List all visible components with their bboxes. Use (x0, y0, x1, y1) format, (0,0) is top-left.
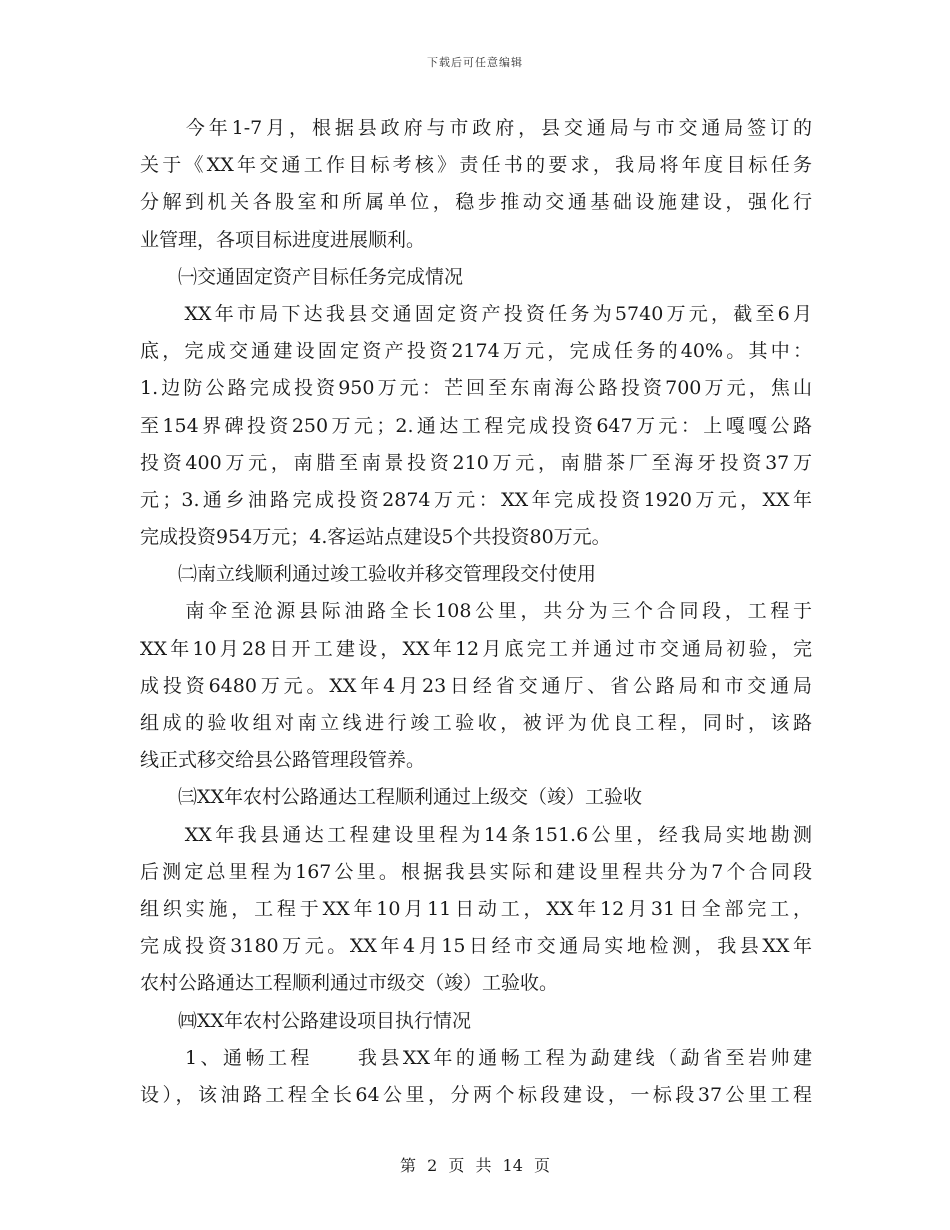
text-line: 南伞至沧源县际油路全长108公里，共分为三个合同段，工程于 (140, 600, 812, 623)
text-line: XX年10月28日开工建设，XX年12月底完工并通过市交通局初验，完 (140, 637, 812, 660)
text-line: ㈢XX年农村公路通达工程顺利通过上级交（竣）工验收 (140, 786, 643, 809)
text-line: ㈠交通固定资产目标任务完成情况 (140, 265, 464, 288)
text-line: XX年我县通达工程建设里程为14条151.6公里，经我局实地勘测 (140, 823, 812, 846)
text-line: 1.边防公路完成投资950万元：芒回至东南海公路投资700万元，焦山 (140, 377, 812, 400)
text-line: 完成投资3180万元。XX年4月15日经市交通局实地检测，我县XX年 (140, 935, 812, 958)
text-line: 分解到机关各股室和所属单位，稳步推动交通基础设施建设，强化行 (140, 191, 812, 214)
text-line: 至154界碑投资250万元；2.通达工程完成投资647万元：上嘎嘎公路 (140, 414, 812, 437)
page-header-note: 下载后可任意编辑 (427, 56, 523, 69)
text-line: 组织实施，工程于XX年10月11日动工，XX年12月31日全部完工， (140, 897, 812, 920)
page-number-footer: 第 2 页 共 14 页 (400, 1156, 550, 1175)
text-line: 农村公路通达工程顺利通过市级交（竣）工验收。 (140, 972, 559, 995)
text-line: 后测定总里程为167公里。根据我县实际和建设里程共分为7个合同段 (140, 860, 812, 883)
text-line: XX年市局下达我县交通固定资产投资任务为5740万元，截至6月 (140, 302, 812, 325)
text-line: 设），该油路工程全长64公里，分两个标段建设，一标段37公里工程 (140, 1083, 812, 1106)
document-body (140, 110, 812, 1114)
text-line: 今年1-7月，根据县政府与市政府，县交通局与市交通局签订的 (140, 117, 812, 139)
text-line: 底，完成交通建设固定资产投资2174万元，完成任务的40%。其中： (140, 340, 812, 363)
text-line: 成投资6480万元。XX年4月23日经省交通厅、省公路局和市交通局 (140, 674, 812, 697)
text-line: 组成的验收组对南立线进行竣工验收，被评为优良工程，同时，该路 (140, 712, 812, 734)
text-line: 元；3.通乡油路完成投资2874万元：XX年完成投资1920万元，XX年 (140, 488, 812, 511)
text-line: 投资400万元，南腊至南景投资210万元，南腊茶厂至海牙投资37万 (140, 451, 812, 474)
text-line: ㈣XX年农村公路建设项目执行情况 (140, 1009, 472, 1032)
text-line: 关于《XX年交通工作目标考核》责任书的要求，我局将年度目标任务 (140, 154, 812, 177)
text-line: ㈡南立线顺利通过竣工验收并移交管理段交付使用 (140, 563, 597, 586)
text-line: 完成投资954万元；4.客运站点建设5个共投资80万元。 (140, 526, 611, 549)
text-line: 1、通畅工程 我县XX年的通畅工程为勐建线（勐省至岩帅建 (140, 1046, 812, 1069)
text-line: 线正式移交给县公路管理段管养。 (140, 749, 426, 772)
text-line: 业管理，各项目标进度进展顺利。 (140, 228, 426, 251)
